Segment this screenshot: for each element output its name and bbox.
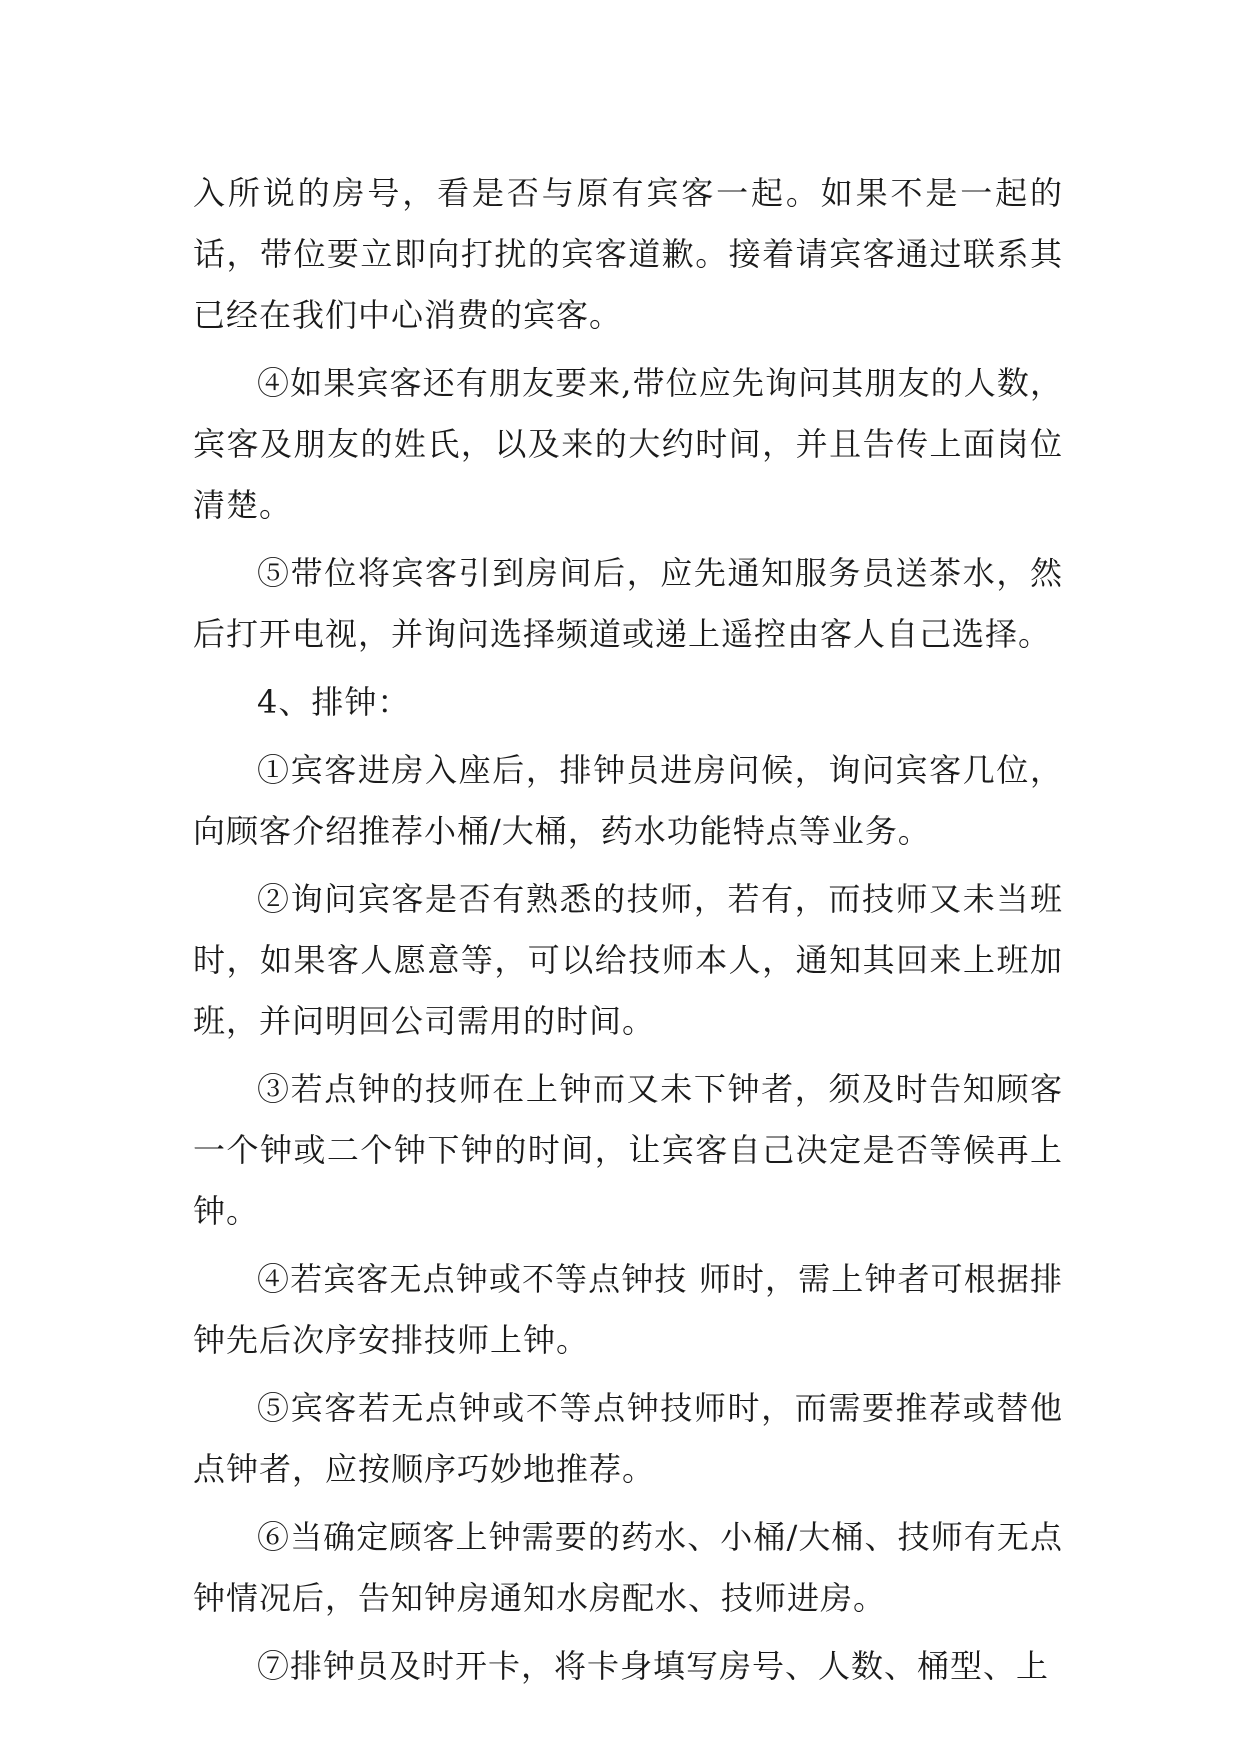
paragraph-10: ⑥当确定顾客上钟需要的药水、小桶/大桶、技师有无点钟情况后，告知钟房通知水房配水、技师进房。 bbox=[193, 1518, 1063, 1617]
paragraph-11: ⑦排钟员及时开卡，将卡身填写房号、人数、桶型、上 bbox=[257, 1647, 1050, 1685]
document-page bbox=[193, 163, 1063, 1704]
paragraph-5: ①宾客进房入座后，排钟员进房问候，询问宾客几位，向顾客介绍推荐小桶/大桶，药水功能特点等业务。 bbox=[193, 751, 1063, 850]
section-heading: 4、排钟： bbox=[257, 683, 411, 721]
paragraph-3: ⑤带位将宾客引到房间后，应先通知服务员送茶水，然后打开电视，并询问选择频道或递上遥控由客人自己选择。 bbox=[193, 554, 1063, 653]
paragraph-8: ④若宾客无点钟或不等点钟技 师时，需上钟者可根据排钟先后次序安排技师上钟。 bbox=[193, 1260, 1063, 1359]
paragraph-2: ④如果宾客还有朋友要来,带位应先询问其朋友的人数，宾客及朋友的姓氏，以及来的大约时间，并且告传上面岗位清楚。 bbox=[193, 364, 1063, 524]
paragraph-6: ②询问宾客是否有熟悉的技师，若有，而技师又未当班时，如果客人愿意等，可以给技师本人，通知其回来上班加班，并问明回公司需用的时间。 bbox=[193, 880, 1063, 1040]
paragraph-9: ⑤宾客若无点钟或不等点钟技师时，而需要推荐或替他点钟者，应按顺序巧妙地推荐。 bbox=[193, 1389, 1063, 1488]
paragraph-7: ③若点钟的技师在上钟而又未下钟者，须及时告知顾客一个钟或二个钟下钟的时间，让宾客自己决定是否等候再上钟。 bbox=[193, 1070, 1063, 1230]
paragraph-1: 入所说的房号，看是否与原有宾客一起。如果不是一起的话，带位要立即向打扰的宾客道歉。接着请宾客通过联系其已经在我们中心消费的宾客。 bbox=[193, 174, 1063, 334]
